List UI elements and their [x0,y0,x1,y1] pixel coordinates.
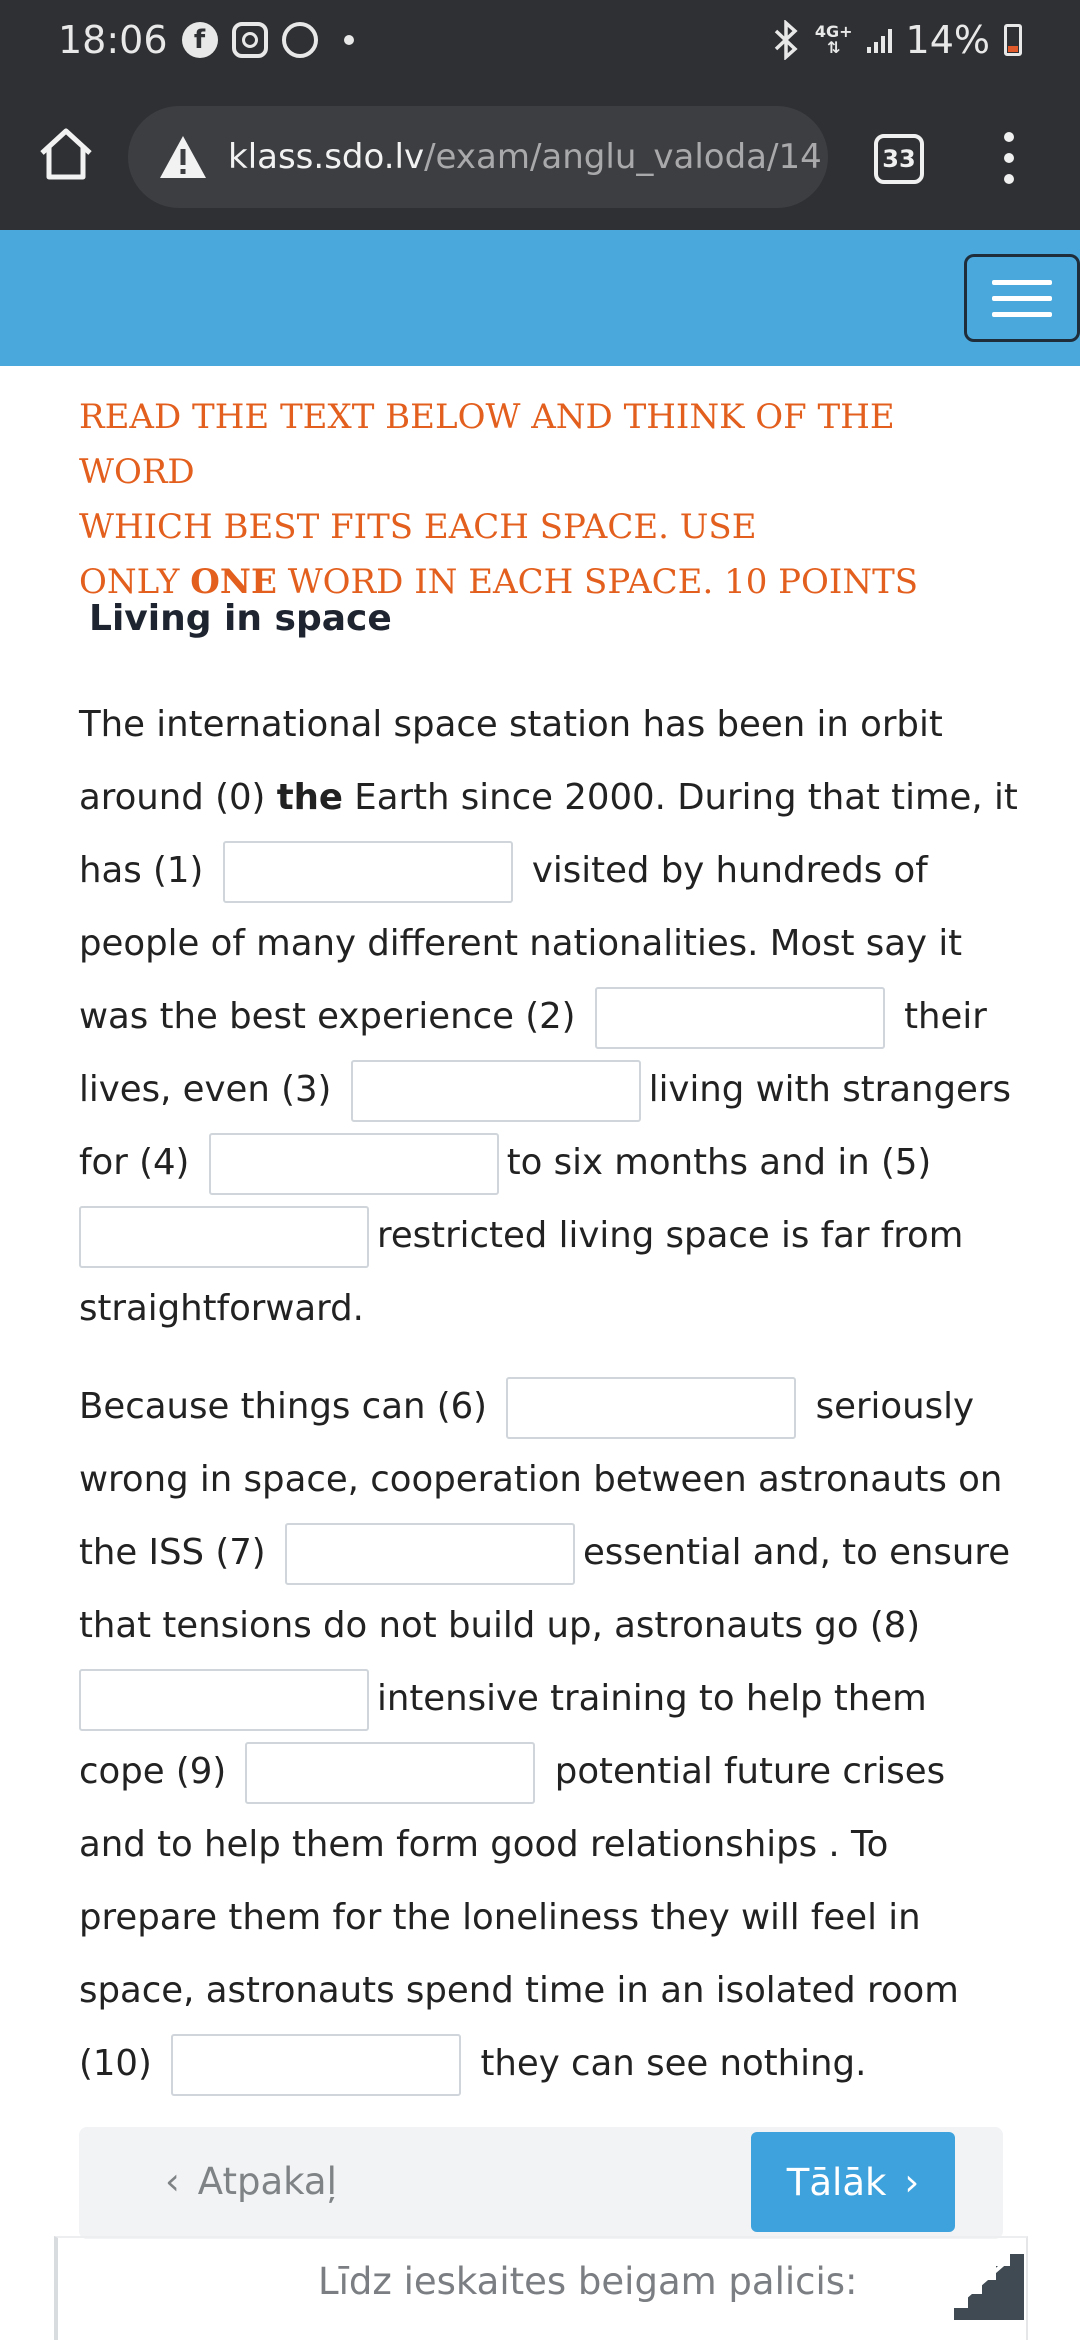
time-remaining-panel [54,2236,1028,2340]
instruction-line: READ THE TEXT BELOW AND THINK OF THE WORD [79,397,895,492]
site-header [0,230,1080,366]
status-bar [0,0,1080,80]
battery-percent: 14% [905,18,990,62]
home-button[interactable] [36,124,96,184]
gap-input-6[interactable] [506,1377,796,1439]
instruction-line: WHICH BEST FITS EACH SPACE. USE [79,507,757,547]
exam-instructions [79,390,1019,610]
status-time: 18:06 [58,18,168,62]
back-button-label: Atpakaļ [197,2159,337,2203]
next-button-label: Tālāk [786,2160,887,2204]
browser-toolbar [0,80,1080,230]
hamburger-menu-button[interactable] [964,254,1080,342]
home-icon [38,127,94,181]
text-title: Living in space [89,598,392,639]
network-indicator [815,24,853,56]
gap-input-8[interactable] [79,1669,369,1731]
back-button[interactable] [165,2151,337,2211]
gap-input-3[interactable] [351,1060,641,1122]
instruction-line: ONLY ONE WORD IN EACH SPACE. 10 POINTS [79,562,919,602]
tab-switcher-button[interactable]: 33 [874,134,924,184]
data-arrows-icon: ⇅ [826,38,841,57]
chevron-right-icon: › [904,2160,920,2204]
paragraph-2: Because things can (6) seriously wrong in space, cooperation between astronauts on the ISS (7) essential and, to ensure that tensions do not build up, astronauts go (8) intensive training to help them cope (9) potential future crises and to help them form good relationships . To prepare them for the loneliness they will feel in space, astronauts spend time in an isolated room (10) they can see nothing. [79,1370,1019,2100]
browser-menu-button[interactable] [994,128,1024,188]
gap-input-1[interactable] [223,841,513,903]
more-notifications-icon [344,35,354,45]
gap-input-2[interactable] [595,987,885,1049]
emphasis-one: ONE [190,562,277,602]
url-host: klass.sdo.lv [228,137,425,177]
battery-icon [1004,24,1022,56]
address-bar[interactable] [128,106,828,208]
stairs-icon [948,2254,1028,2324]
gap-input-4[interactable] [209,1133,499,1195]
gap-input-10[interactable] [171,2034,461,2096]
gap-input-7[interactable] [285,1523,575,1585]
app-notification-icon [282,22,318,58]
bluetooth-icon [771,20,801,60]
url-path: /exam/anglu_valoda/14 [424,137,822,177]
example-answer: the [276,777,344,818]
paragraph-1: The international space station has been in orbit around (0) the Earth since 2000. During that time, it has (1) visited by hundreds of people of many different nationalities. Most say it was the best experience (2) their lives, even (3) living with strangers for (4) to six months and in (5) restricted living space is far from straightforward. [79,704,1018,1329]
network-type: 4G+ [814,22,853,41]
facebook-icon: f [182,22,218,58]
gap-input-9[interactable] [245,1742,535,1804]
next-button[interactable] [751,2132,955,2232]
question-navigation [79,2127,1003,2239]
signal-icon [867,27,892,53]
instagram-icon [232,22,268,58]
time-remaining-label: Līdz ieskaites beigam palicis: [318,2260,858,2303]
gap-input-5[interactable] [79,1206,369,1268]
chevron-left-icon: ‹ [165,2159,180,2203]
not-secure-warning-icon [158,134,208,180]
